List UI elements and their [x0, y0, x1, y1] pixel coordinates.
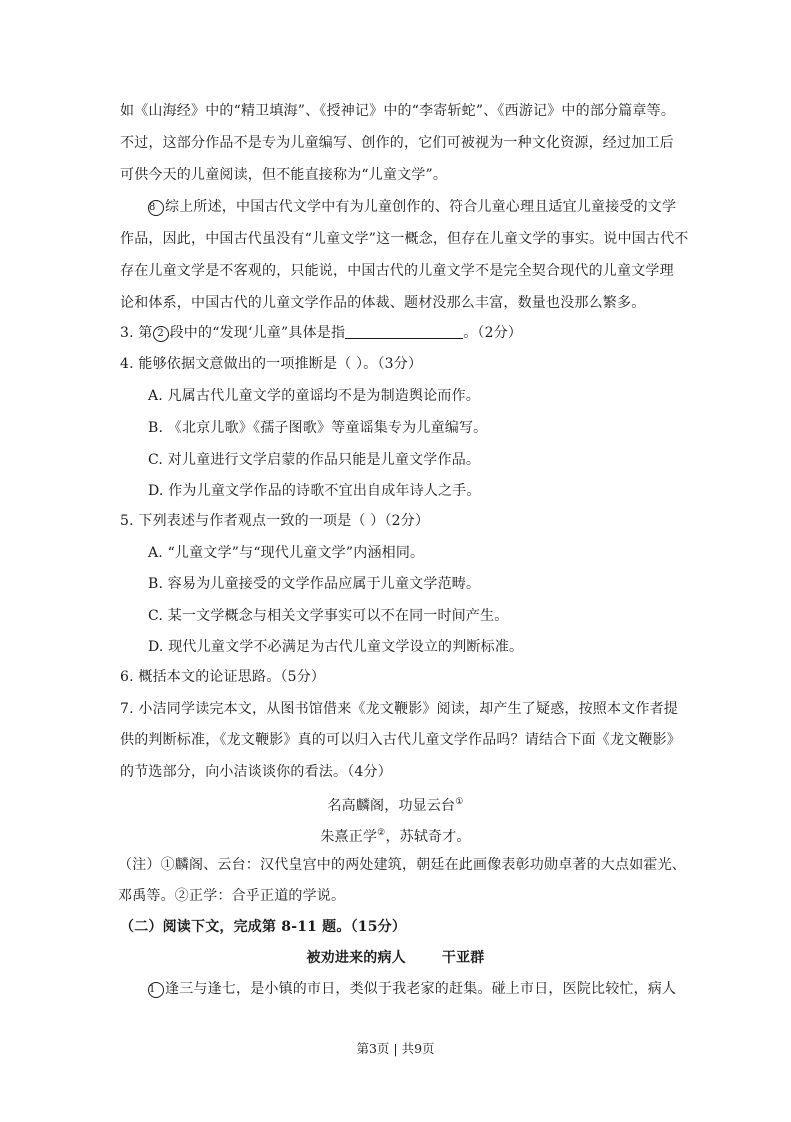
- footnote-marker: ②: [377, 828, 386, 838]
- poem-text: 朱熹正学: [320, 829, 378, 845]
- paragraph-line: 如《山海经》中的“精卫填海”、《授神记》中的“李寄斩蛇”、《西游记》中的部分篇章等。: [120, 103, 676, 119]
- paragraph-text: 逢三与逢七，是小镇的市日，类似于我老家的赶集。碰上市日，医院比较忙，病人: [165, 981, 677, 997]
- paragraph-line: 论和体系，中国古代的儿童文学作品的体裁、题材没那么丰富，数量也没那么繁多。: [120, 295, 646, 311]
- poem-text: ，苏轼奇才。: [385, 829, 471, 845]
- q4-option-a: A. 凡属古代儿童文学的童谣均不是为制造舆论而作。: [148, 388, 481, 404]
- question-5-stem: 5. 下列表述与作者观点一致的一项是（ ）（2分）: [120, 513, 430, 529]
- q5-option-c: C. 某一文学概念与相关文学事实可以不在同一时间产生。: [148, 608, 509, 624]
- q3-prefix: 3. 第: [120, 325, 153, 341]
- section-heading: （二）阅读下文，完成第 8-11 题。（15分）: [120, 919, 407, 935]
- q4-option-c: C. 对儿童进行文学启蒙的作品只能是儿童文学作品。: [148, 452, 481, 468]
- q3-middle: 段中的“发现‘儿童”具体是指: [169, 325, 346, 341]
- question-7-line: 供的判断标准，《龙文鞭影》真的可以归入古代儿童文学作品吗？请结合下面《龙文鞭影》: [120, 732, 681, 748]
- paragraph-line: 作品，因此，中国古代虽没有“儿童文学”这一概念，但存在儿童文学的事实。说中国古代不: [120, 231, 689, 247]
- question-6-stem: 6. 概括本文的论证思路。（5分）: [120, 669, 326, 685]
- article-paragraph-1: [148, 979, 677, 999]
- q5-option-d: D. 现代儿童文学不必满足为古代儿童文学设立的判断标准。: [148, 639, 524, 655]
- article-title: [0, 948, 791, 968]
- annotation-line: 邓禹等。②正学：合乎正道的学说。: [118, 888, 346, 904]
- paragraph-line: 不过，这部分作品不是专为儿童编写、创作的，它们可被视为一种文化资源，经过加工后: [120, 135, 674, 151]
- annotation-line: （注）①麟阁、云台：汉代皇宫中的两处建筑，朝廷在此画像表彰功勋卓著的大点如霍光、: [118, 857, 686, 873]
- footnote-marker: ①: [455, 797, 464, 807]
- question-4-stem: 4. 能够依据文意做出的一项推断是（ ）。（3分）: [120, 356, 423, 372]
- q4-option-b: B. 《北京儿歌》《孺子图歌》等童谣集专为儿童编写。: [148, 420, 488, 436]
- question-7-line: 的节选部分，向小洁谈谈你的看法。（4分）: [120, 764, 392, 780]
- q5-option-b: B. 容易为儿童接受的文学作品应属于儿童文学范畴。: [148, 576, 481, 592]
- paragraph-number: 1: [148, 982, 164, 998]
- question-3: [120, 323, 522, 343]
- poem-text: 名高麟阁，功显云台: [327, 798, 456, 814]
- answer-blank[interactable]: [345, 324, 463, 339]
- paragraph-line: 可供今天的儿童阅读，但不能直接称为“儿童文学”。: [120, 167, 448, 183]
- article-title-text: 被劝进来的病人: [306, 950, 406, 966]
- page-footer: 第3页 | 共9页: [356, 1041, 435, 1056]
- paragraph-line: 存在儿童文学是不客观的，只能说，中国古代的儿童文学不是完全契合现代的儿童文学理: [120, 263, 674, 279]
- paragraph-text: 综上所述，中国古代文学中有为儿童创作的、符合儿童心理且适宜儿童接受的文学: [165, 199, 677, 215]
- poem-line-2: [0, 823, 791, 847]
- article-author: 干亚群: [441, 950, 485, 966]
- paragraph-number: 8: [148, 200, 164, 216]
- q5-option-a: A. “儿童文学”与“现代儿童文学”内涵相同。: [148, 545, 425, 561]
- poem-line-1: [0, 792, 791, 816]
- paragraph-8-first-line: [148, 197, 677, 217]
- question-7-line: 7. 小洁同学读完本文，从图书馆借来《龙文鞭影》阅读，却产生了疑惑，按照本文作者提: [120, 701, 679, 717]
- paragraph-number: 2: [153, 326, 169, 342]
- q3-suffix: 。（2分）: [463, 325, 523, 341]
- q4-option-d: D. 作为儿童文学作品的诗歌不宜出自成年诗人之手。: [148, 483, 481, 499]
